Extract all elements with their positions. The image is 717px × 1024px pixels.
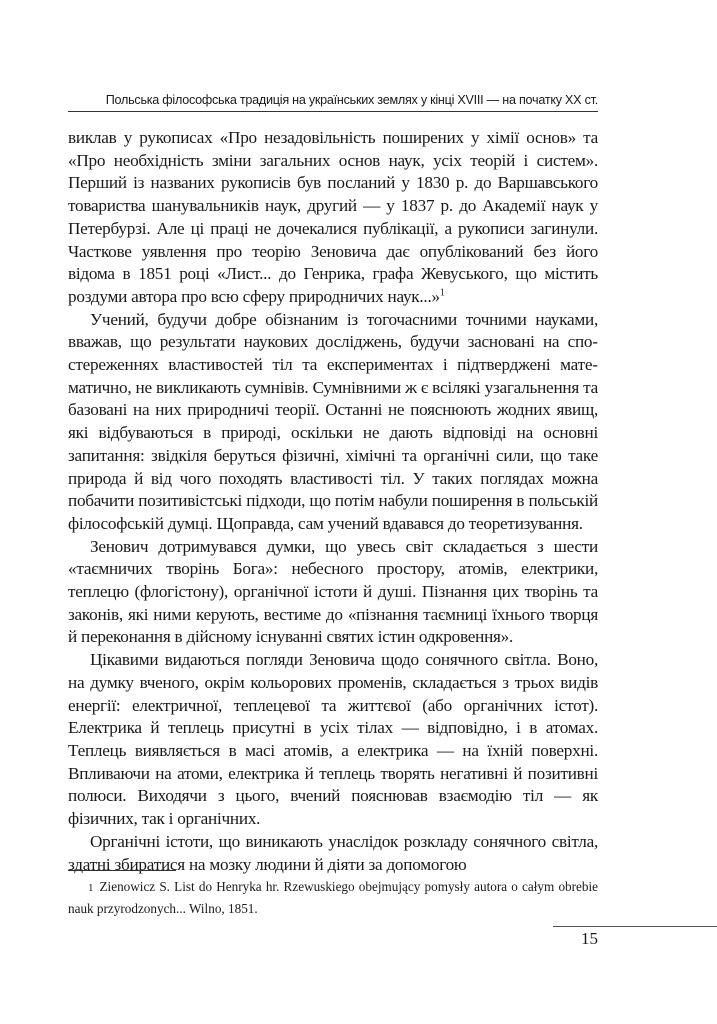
paragraph-1-text: виклав у рукописах «Про незадовільність поширених у хімії основ» та «Про необхідність зміни загальних основ наук, усіх теорій і систем». Перший із названих рукописів був посланий у 1830 р. до Варшавського товариства шанувальників наук, другий — у 1837 р. до Академії наук у Петербурзі. Але ці праці не дочекалися публікації, а рукописи загинули. Часткове уявлення про теорію Зеновича дає опублікований без його відома в 1851 році «Лист... до Генрика, графа Жевуського, що містить роздуми автора про всю сферу природничих наук...» [68, 128, 598, 306]
paragraph-1 [68, 127, 598, 309]
paragraph-4: Цікавими видаються погляди Зеновича щодо сонячного світла. Воно, на думку вченого, окрім кольорових променів, складається з трьох видів енергії: електричної, теплецевої та життєвої (або органічних істот). Електрика й теплець присутні в усіх тілах — відповідно, і в атомах. Теплець виявляється в масі атомів, а електрика — на їхній поверхні. Впливаючи на атоми, електрика й теплець творять негативні й позитивні полюси. Виходячи з цього, вчений пояснював взаємодію тіл — як фізичних, так і органічних. [68, 650, 598, 829]
running-header: Польська філософська традиція на українських землях у кінці XVIII — на початку XX ст. [105, 93, 598, 107]
page-number: 15 [581, 929, 598, 948]
paragraph-2: Учений, будучи добре обізнаним із тогочасними точними науками, вважав, що результати наукових досліджень, будучи засновані на спостереженнях властивостей тіл та експериментах і підтверджені математично, не викликають сумнівів. Сумнівними ж є всілякі узагальнення та базовані на них природничі теорії. Останні не пояснюють жодних явищ, які відбуваються в природі, оскільки не дають відповіді на основні запитання: звідкіля беруться фізичні, хімічні та органічні сили, що таке природа й від чого походять властивості тіл. У таких поглядах можна побачити позитивістські підходи, що потім набули поширення в польській філософській думці. Щоправда, сам учений вдавався до теоретизування. [68, 309, 598, 533]
paragraph-5: Органічні істоти, що виникають унаслідок розкладу сонячного світла, здатні збиратися на мозку людини й діяти за допомогою [68, 831, 598, 874]
body-text [68, 127, 598, 876]
header-rule [68, 111, 598, 112]
footnote-separator [68, 870, 176, 871]
footnote-reference[interactable]: 1 [439, 287, 445, 299]
paragraph-3: Зенович дотримувався думки, що увесь світ складається з шести «таємничих творінь Бога»: небесного простору, атомів, електрики, теплецю (флогістону), органічної істоти й душі. Пізнання цих творінь та законів, які ними керують, вестиме до «пізнання таємниці їхнього творця й переконання в дійсному існуванні святих істин одкровення». [68, 536, 598, 647]
page-number-rule [553, 926, 717, 927]
footnote-text: Zienowicz S. List do Henryka hr. Rzewuskiego obejmujący pomysły autora o całym obrebie nauk przyrodzonych... Wilno, 1851. [68, 879, 598, 916]
footnote [68, 877, 598, 918]
footnote-number: 1 [88, 882, 94, 894]
